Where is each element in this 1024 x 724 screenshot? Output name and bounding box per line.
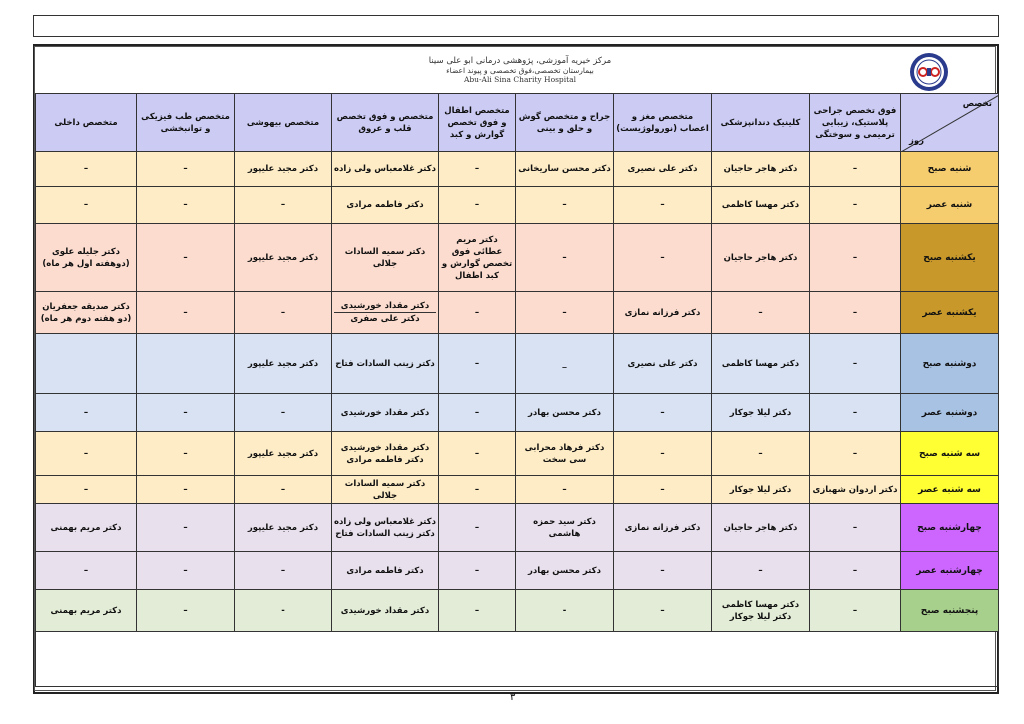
schedule-cell <box>36 552 137 590</box>
column-header: متخصص طب فیزیکی و توانبخشی <box>137 94 235 152</box>
day-cell: شنبه صبح <box>901 152 999 187</box>
corner-day-label: روز <box>909 136 925 146</box>
schedule-row <box>36 552 999 590</box>
schedule-cell <box>36 224 137 292</box>
schedule-cell <box>614 432 712 476</box>
corner-specialty-label: تخصص <box>962 99 992 109</box>
doctor-name: دکتر مجید علیپور <box>247 358 319 369</box>
hospital-header <box>320 56 720 84</box>
day-cell: چهارشنبه عصر <box>901 552 999 590</box>
doctor-name: دکتر مجید علیپور <box>247 164 319 174</box>
schedule-cell <box>332 224 439 292</box>
schedule-cell <box>810 394 901 432</box>
schedule-cell <box>439 292 516 334</box>
schedule-cell <box>516 152 614 187</box>
schedule-cell <box>516 224 614 292</box>
column-header: فوق تخصص جراحی پلاستیک، زیبایی ترمیمی و سوختگی <box>810 94 901 152</box>
doctor-name: دکتر علی نصیری <box>627 358 698 369</box>
schedule-cell <box>810 292 901 334</box>
doctor-name: دکتر مهسا کاظمی <box>721 200 800 210</box>
doctor-name: دکتر علی نصیری <box>627 164 698 174</box>
schedule-cell <box>36 152 137 187</box>
schedule-cell <box>516 187 614 224</box>
page-number: ۳ <box>510 692 516 703</box>
schedule-cell <box>137 504 235 552</box>
schedule-cell <box>516 504 614 552</box>
schedule-cell <box>332 590 439 632</box>
doctor-name: دکتر غلامعباس ولی زاده دکتر زینب السادات فتاح <box>334 516 436 539</box>
doctor-name: – <box>852 605 858 616</box>
schedule-cell <box>712 590 810 632</box>
schedule-cell <box>332 504 439 552</box>
schedule-cell <box>137 590 235 632</box>
header-line-1: مرکز خیریه آموزشی، پژوهشی درمانی ابو علی سینا <box>428 56 612 66</box>
schedule-cell <box>614 187 712 224</box>
schedule-cell <box>137 292 235 334</box>
header-line-2: بیمارستان تخصصی،فوق تخصصی و پیوند اعضاء <box>446 66 594 75</box>
schedule-cell <box>137 187 235 224</box>
schedule-cell <box>614 552 712 590</box>
doctor-name: دکتر مقداد خورشیدی <box>340 605 430 616</box>
schedule-cell <box>235 590 332 632</box>
schedule-cell <box>810 552 901 590</box>
schedule-cell <box>516 334 614 394</box>
schedule-cell <box>614 152 712 187</box>
schedule-cell <box>712 476 810 504</box>
schedule-cell <box>712 334 810 394</box>
doctor-name: – <box>474 307 480 318</box>
doctor-name: دکتر محسن ساریخانی <box>518 164 611 174</box>
doctor-name: – <box>474 605 480 616</box>
column-header: جراح و متخصص گوش و حلق و بینی <box>516 94 614 152</box>
spacer-row <box>36 632 999 687</box>
doctor-name: – <box>852 522 858 533</box>
schedule-cell <box>810 187 901 224</box>
doctor-name: – <box>83 448 89 459</box>
schedule-cell <box>810 432 901 476</box>
day-cell: سه شنبه صبح <box>901 432 999 476</box>
schedule-cell <box>36 394 137 432</box>
doctor-name: – <box>183 200 188 210</box>
doctor-name: – <box>83 164 89 174</box>
schedule-row <box>36 224 999 292</box>
doctor-name: – <box>280 307 286 318</box>
schedule-cell <box>235 292 332 334</box>
schedule-cell <box>712 504 810 552</box>
schedule-cell <box>235 504 332 552</box>
doctor-name: - <box>562 605 567 616</box>
doctor-name: دکتر مقداد خورشیدی دکتر فاطمه مرادی <box>340 442 430 465</box>
schedule-cell <box>36 334 137 394</box>
day-cell: سه شنبه عصر <box>901 476 999 504</box>
doctor-name: – <box>474 565 480 576</box>
schedule-cell <box>810 590 901 632</box>
schedule-cell <box>712 552 810 590</box>
schedule-row <box>36 504 999 552</box>
doctor-name: – <box>183 407 188 418</box>
doctor-name: _ <box>562 358 567 369</box>
schedule-cell <box>332 292 439 334</box>
schedule-cell <box>810 504 901 552</box>
doctor-name: – <box>474 200 480 210</box>
schedule-cell <box>810 152 901 187</box>
schedule-cell <box>36 187 137 224</box>
schedule-cell <box>36 504 137 552</box>
doctor-name: – <box>183 252 188 263</box>
column-header: متخصص اطفال و فوق تخصص گوارش و کبد <box>439 94 516 152</box>
schedule-cell <box>516 292 614 334</box>
schedule-cell <box>332 152 439 187</box>
day-cell: چهارشنبه صبح <box>901 504 999 552</box>
doctor-name: دکتر سمیه السادات جلالی <box>344 246 426 269</box>
schedule-cell <box>235 476 332 504</box>
schedule-cell <box>439 394 516 432</box>
doctor-name: دکتر مریم بهمنی <box>50 605 122 616</box>
schedule-row <box>36 334 999 394</box>
doctor-name: – <box>183 484 188 495</box>
schedule-cell <box>439 224 516 292</box>
schedule-row <box>36 152 999 187</box>
schedule-cell <box>439 152 516 187</box>
schedule-cell <box>712 394 810 432</box>
doctor-name: – <box>660 565 665 576</box>
doctor-name: – <box>183 164 188 174</box>
doctor-name: – <box>852 448 858 459</box>
schedule-cell <box>332 334 439 394</box>
doctor-name: دکتر فرزانه نمازی <box>624 307 701 318</box>
schedule-cell <box>137 476 235 504</box>
schedule-cell <box>614 292 712 334</box>
schedule-cell <box>516 394 614 432</box>
doctor-name: – <box>660 448 665 459</box>
doctor-name: – <box>852 164 858 174</box>
doctor-name-extra: دکتر علی صفری <box>334 312 436 325</box>
doctor-name: – <box>183 605 188 616</box>
schedule-cell <box>36 292 137 334</box>
schedule-cell <box>810 476 901 504</box>
doctor-name: دکتر سید حمزه هاشمی <box>533 516 596 539</box>
doctor-name: دکتر زینب السادات فتاح <box>335 358 435 369</box>
doctor-name: – <box>852 358 858 369</box>
schedule-cell <box>439 334 516 394</box>
schedule-cell <box>235 432 332 476</box>
doctor-name: – <box>660 605 665 616</box>
doctor-name: دکتر فرزانه نمازی <box>624 522 701 533</box>
schedule-cell <box>614 334 712 394</box>
schedule-cell <box>712 292 810 334</box>
doctor-name: – <box>280 565 286 576</box>
schedule-row <box>36 394 999 432</box>
doctor-name: – <box>562 307 567 318</box>
doctor-name: – <box>183 522 188 533</box>
schedule-cell <box>36 432 137 476</box>
doctor-name: – <box>474 164 480 174</box>
doctor-name: – <box>183 307 188 318</box>
day-cell: پنجشنبه صبح <box>901 590 999 632</box>
doctor-name: – <box>83 200 89 210</box>
doctor-name: – <box>562 484 567 495</box>
doctor-name: دکتر هاجر حاجیان <box>723 164 798 174</box>
top-blank-bar <box>33 15 999 37</box>
schedule-cell <box>810 224 901 292</box>
schedule-cell <box>810 334 901 394</box>
schedule-row <box>36 590 999 632</box>
schedule-row <box>36 432 999 476</box>
doctor-name: – <box>474 522 480 533</box>
schedule-cell <box>439 432 516 476</box>
doctor-name: دکتر هاجر حاجیان <box>723 252 798 263</box>
doctor-name: – <box>83 484 89 495</box>
schedule-cell <box>137 152 235 187</box>
doctor-name: – <box>474 358 480 369</box>
doctor-name: – <box>562 200 567 210</box>
doctor-name: دکتر فاطمه مرادی <box>346 200 424 210</box>
schedule-table <box>35 93 999 687</box>
day-cell: دوشنبه صبح <box>901 334 999 394</box>
schedule-cell <box>614 224 712 292</box>
schedule-row <box>36 292 999 334</box>
doctor-name: دکتر هاجر حاجیان <box>723 522 798 533</box>
doctor-name: دکتر مهسا کاظمی <box>721 358 800 369</box>
schedule-cell <box>439 476 516 504</box>
doctor-name: دکتر مهسا کاظمی دکتر لیلا جوکار <box>721 599 800 622</box>
header-row <box>36 94 999 152</box>
schedule-cell <box>332 187 439 224</box>
schedule-cell <box>439 590 516 632</box>
schedule-cell <box>36 476 137 504</box>
hospital-logo-icon <box>909 52 949 92</box>
doctor-name: – <box>474 407 480 418</box>
schedule-cell <box>614 476 712 504</box>
doctor-name: – <box>852 407 858 418</box>
schedule-cell <box>614 394 712 432</box>
schedule-cell <box>235 552 332 590</box>
column-header: متخصص مغز و اعصاب (نورولوژیست) <box>614 94 712 152</box>
doctor-name: – <box>474 484 480 495</box>
column-header: متخصص داخلی <box>36 94 137 152</box>
doctor-name: – <box>83 565 89 576</box>
schedule-cell <box>439 552 516 590</box>
doctor-name: دکتر مجید علیپور <box>247 252 319 263</box>
day-cell: شنبه عصر <box>901 187 999 224</box>
schedule-row <box>36 476 999 504</box>
schedule-cell <box>516 476 614 504</box>
spacer-cell <box>36 632 999 687</box>
schedule-cell <box>712 187 810 224</box>
doctor-name: – <box>660 407 665 418</box>
doctor-name: دکتر فرهاد محرابی سی سخت <box>524 442 605 465</box>
schedule-cell <box>332 476 439 504</box>
doctor-name: – <box>758 307 763 318</box>
doctor-name: دکتر محسن بهادر <box>528 565 601 576</box>
doctor-name: – <box>758 565 763 576</box>
doctor-name: دکتر فاطمه مرادی <box>346 565 424 576</box>
schedule-cell <box>516 432 614 476</box>
day-cell: دوشنبه عصر <box>901 394 999 432</box>
doctor-name: دکتر لیلا جوکار <box>729 407 792 418</box>
doctor-name: دکتر صدیقه جعفریان (دو هفته دوم هر ماه) <box>40 301 132 324</box>
schedule-cell <box>235 394 332 432</box>
schedule-cell <box>614 504 712 552</box>
doctor-name: – <box>280 407 286 418</box>
column-header: متخصص و فوق تخصص قلب و عروق <box>332 94 439 152</box>
schedule-cell <box>137 552 235 590</box>
doctor-name: دکتر غلامعباس ولی زاده <box>334 164 436 174</box>
schedule-body <box>36 152 999 687</box>
doctor-name: – <box>852 252 858 263</box>
day-cell: یکشنبه عصر <box>901 292 999 334</box>
schedule-cell <box>712 432 810 476</box>
doctor-name: – <box>83 407 89 418</box>
doctor-name: دکتر جلیله علوی (دوهفته اول هر ماه) <box>42 246 130 269</box>
schedule-cell <box>439 187 516 224</box>
schedule-cell <box>439 504 516 552</box>
doctor-name: – <box>183 565 188 576</box>
schedule-cell <box>36 590 137 632</box>
doctor-name: – <box>852 565 858 576</box>
schedule-cell <box>137 432 235 476</box>
header-line-3: Abu-Ali Sina Charity Hospital <box>463 75 577 84</box>
doctor-name: – <box>852 200 858 210</box>
doctor-name: - <box>281 605 285 616</box>
column-header: متخصص بیهوشی <box>235 94 332 152</box>
doctor-name: – <box>280 200 286 210</box>
schedule-cell <box>137 224 235 292</box>
doctor-name: – <box>660 484 665 495</box>
doctor-name: دکتر مجید علیپور <box>247 448 319 459</box>
doctor-name: – <box>758 448 763 459</box>
doctor-name: دکتر محسن بهادر <box>528 407 601 418</box>
schedule-cell <box>516 552 614 590</box>
doctor-name: – <box>474 448 480 459</box>
schedule-cell <box>235 152 332 187</box>
schedule-cell <box>332 552 439 590</box>
doctor-name: دکتر مقداد خورشیدی <box>340 407 430 418</box>
doctor-name: – <box>660 252 665 263</box>
schedule-cell <box>332 394 439 432</box>
schedule-cell <box>614 590 712 632</box>
schedule-cell <box>235 224 332 292</box>
doctor-name: دکتر مقداد خورشیدی <box>340 301 430 311</box>
doctor-name: دکتر لیلا جوکار <box>729 484 792 495</box>
doctor-name: – <box>280 484 286 495</box>
day-cell: یکشنبه صبح <box>901 224 999 292</box>
doctor-name: دکتر مجید علیپور <box>247 522 319 533</box>
doctor-name: – <box>852 307 858 318</box>
corner-header <box>901 94 999 152</box>
doctor-name: – <box>183 448 188 459</box>
doctor-name: دکتر مریم عطائی فوق تخصص گوارش و کبد اطفال <box>441 234 513 281</box>
schedule-cell <box>332 432 439 476</box>
doctor-name: دکتر مریم بهمنی <box>50 522 122 533</box>
schedule-cell <box>137 334 235 394</box>
doctor-name: – <box>562 252 567 263</box>
schedule-cell <box>137 394 235 432</box>
doctor-name: – <box>660 200 665 210</box>
doctor-name: دکتر سمیه السادات جلالی <box>344 478 426 501</box>
column-header: کلینیک دندانپزشکی <box>712 94 810 152</box>
schedule-cell <box>235 334 332 394</box>
doctor-name: دکتر اردوان شهبازی <box>812 484 898 495</box>
schedule-row <box>36 187 999 224</box>
schedule-cell <box>712 224 810 292</box>
schedule-cell <box>712 152 810 187</box>
schedule-cell <box>235 187 332 224</box>
schedule-cell <box>516 590 614 632</box>
